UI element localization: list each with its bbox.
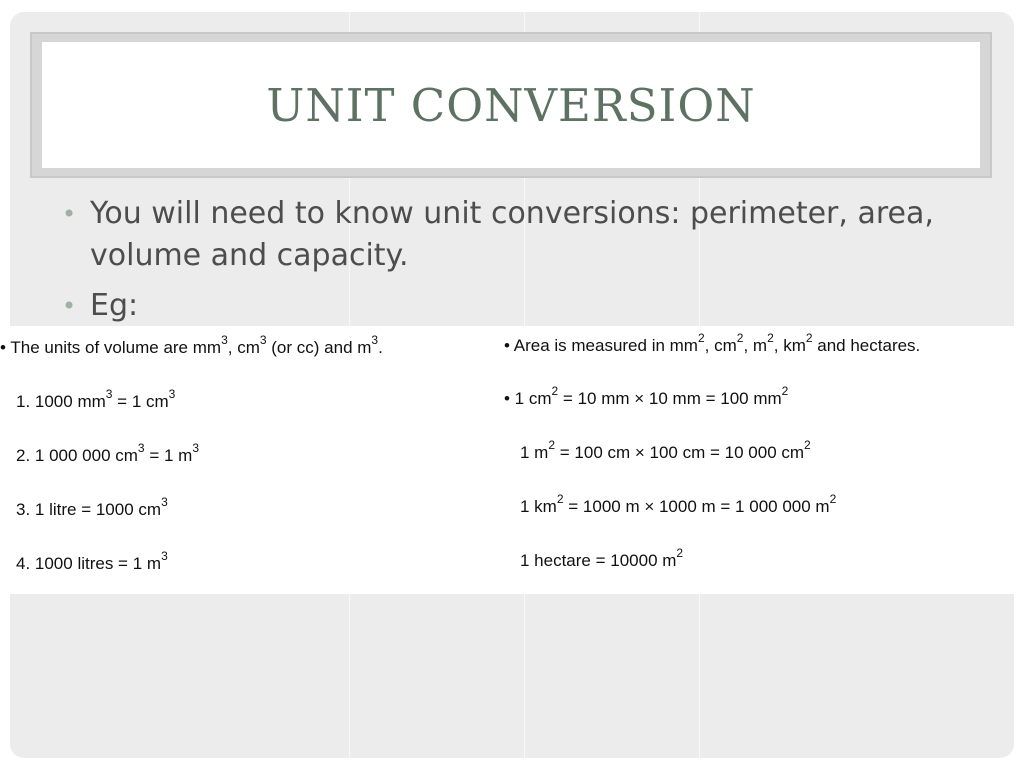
area-item: 1 $m^2 = 100$ cm × 100 cm = 10 000 $cm^2$ xyxy=(520,438,811,462)
conversion-image xyxy=(0,326,1024,594)
volume-header: • The units of volume are $mm^3$, $cm^3$ (or cc) and $m^3$. xyxy=(0,333,383,357)
area-item: 1 $km^2 = 1000$ m × 1000 m = 1 000 000 $m^2$ xyxy=(520,492,837,516)
bullet-text: Eg: xyxy=(90,288,139,323)
title-box xyxy=(42,42,980,168)
volume-column xyxy=(0,326,486,594)
bullet-dot-icon: • xyxy=(62,200,77,228)
area-column xyxy=(490,326,1024,594)
bullet-text: You will need to know unit conversions: perimeter, area, volume and capacity. xyxy=(90,196,934,273)
area-item: 1 hectare = 10000 $m^2$ xyxy=(520,546,684,570)
volume-item: 2. 1 000 000 $cm^3 = 1$ $m^3$ xyxy=(16,441,200,465)
title-frame xyxy=(30,32,992,178)
bullet-item xyxy=(62,285,962,327)
bullet-list xyxy=(62,193,962,335)
area-item: • 1 $cm^2 = 10$ mm × 10 mm = 100 $mm^2$ xyxy=(504,384,789,408)
volume-item: 1. 1000 $mm^3 = 1$ $cm^3$ xyxy=(16,387,176,411)
bullet-item xyxy=(62,193,962,277)
volume-item: 4. 1000 litres = 1 $m^3$ xyxy=(16,549,168,573)
slide-title: UNIT CONVERSION xyxy=(266,78,756,132)
bullet-dot-icon: • xyxy=(62,292,77,320)
area-header: • Area is measured in $mm^2$, $cm^2$, $m^2$, $km^2$ and hectares. xyxy=(504,331,921,355)
volume-item: 3. 1 litre = 1000 $cm^3$ xyxy=(16,495,168,519)
